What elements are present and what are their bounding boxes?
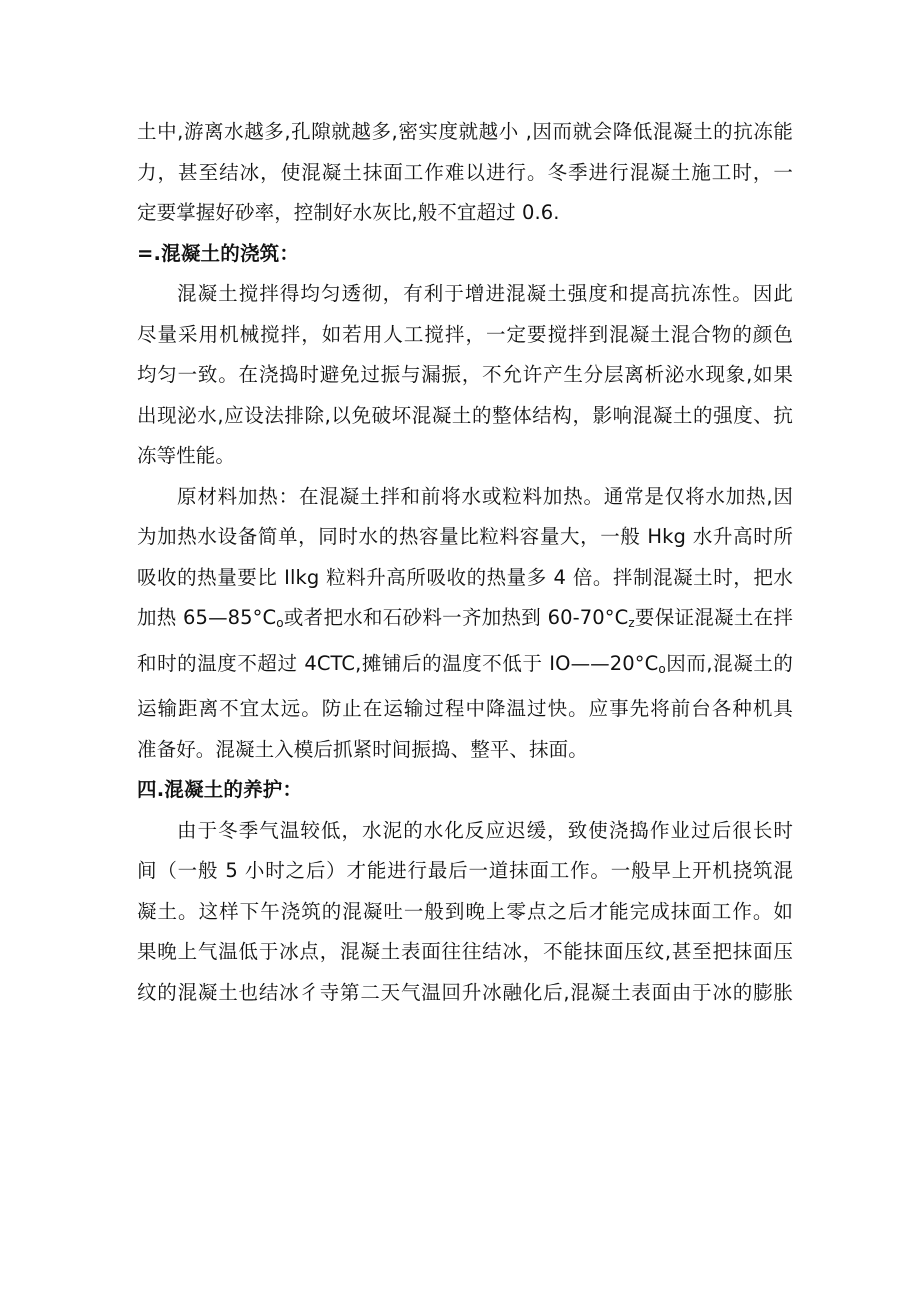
section-heading-pouring: =.混凝土的浇筑： [137, 241, 300, 265]
text-fragment: 加热 65—85°C [137, 606, 277, 629]
text-fragment: 和时的温度不超过 4CTC,摊铺后的温度不低于 IO——20°C [137, 651, 659, 675]
text-line: 果晚上气温低于冰点，混凝土表面往往结冰，不能抹面压纹,甚至把抹面压 [137, 940, 793, 963]
text-line: 定要掌握好砂率，控制好水灰比,般不宜超过 0.6. [137, 201, 560, 224]
text-line: 土中,游离水越多,孔隙就越多,密实度就越小 ,因而就会降低混凝土的抗冻能 [137, 120, 793, 143]
text-line-paving-temp [137, 644, 793, 690]
text-line-heating-temp [137, 598, 793, 644]
text-line: 冻等性能。 [137, 444, 236, 467]
text-line: 原材料加热：在混凝土拌和前将水或粒料加热。通常是仅将水加热,因 [177, 484, 793, 508]
text-fragment: 因而,混凝土的 [665, 651, 793, 675]
document-page [137, 112, 793, 1013]
paragraph-4 [137, 811, 793, 1014]
subscript-fragment: o [276, 616, 284, 630]
text-line: 力，甚至结冰，使混凝土抹面工作难以进行。冬季进行混凝土施工时，一 [137, 160, 793, 184]
text-line: 为加热水设备简单，同时水的热容量比粒料容量大，一般 Hkg 水升高时所 [137, 525, 793, 548]
text-line: 吸收的热量要比 Ilkg 粒料升高所吸收的热量多 4 倍。拌制混凝土时，把水 [137, 565, 793, 589]
text-fragment: 或者把水和石砂料一齐加热到 60-70°C [283, 606, 629, 629]
paragraph-1 [137, 112, 793, 234]
text-line: 由于冬季气温较低，水泥的水化反应迟缓，致使浇捣作业过后很长时 [177, 818, 793, 842]
text-fragment: 要保证混凝土在拌 [634, 606, 793, 629]
text-line: 凝土。这样下午浇筑的混凝吐一般到晚上零点之后才能完成抹面工作。如 [137, 899, 793, 923]
text-line: 纹的混凝土也结冰彳寺第二天气温回升冰融化后,混凝土表面由于冰的膨胀 [137, 980, 793, 1004]
text-line: 间（一般 5 小时之后）才能进行最后一道抹面工作。一般早上开机挠筑混 [137, 859, 793, 882]
text-line: 尽量采用机械搅拌，如若用人工搅拌，一定要搅拌到混凝土混合物的颜色 [137, 322, 793, 346]
text-line: 均匀一致。在浇捣时避免过振与漏振，不允许产生分层离析泌水现象,如果 [137, 363, 793, 386]
subscript-fragment: z [628, 616, 635, 630]
text-line: 混凝土搅拌得均匀透彻，有利于增进混凝土强度和提高抗冻性。因此 [177, 282, 793, 305]
paragraph-2 [137, 274, 793, 477]
text-line: 运输距离不宜太远。防止在运输过程中降温过快。应事先将前台各种机具 [137, 697, 793, 720]
text-line: 出现泌水,应设法排除,以免破坏混凝土的整体结构，影响混凝土的强度、抗 [137, 403, 793, 427]
subscript-fragment: o [658, 661, 666, 676]
paragraph-3 [137, 477, 793, 771]
text-line: 准备好。混凝土入模后抓紧时间振捣、整平、抹面。 [137, 737, 588, 761]
section-heading-curing: 四.混凝土的养护： [137, 778, 303, 801]
